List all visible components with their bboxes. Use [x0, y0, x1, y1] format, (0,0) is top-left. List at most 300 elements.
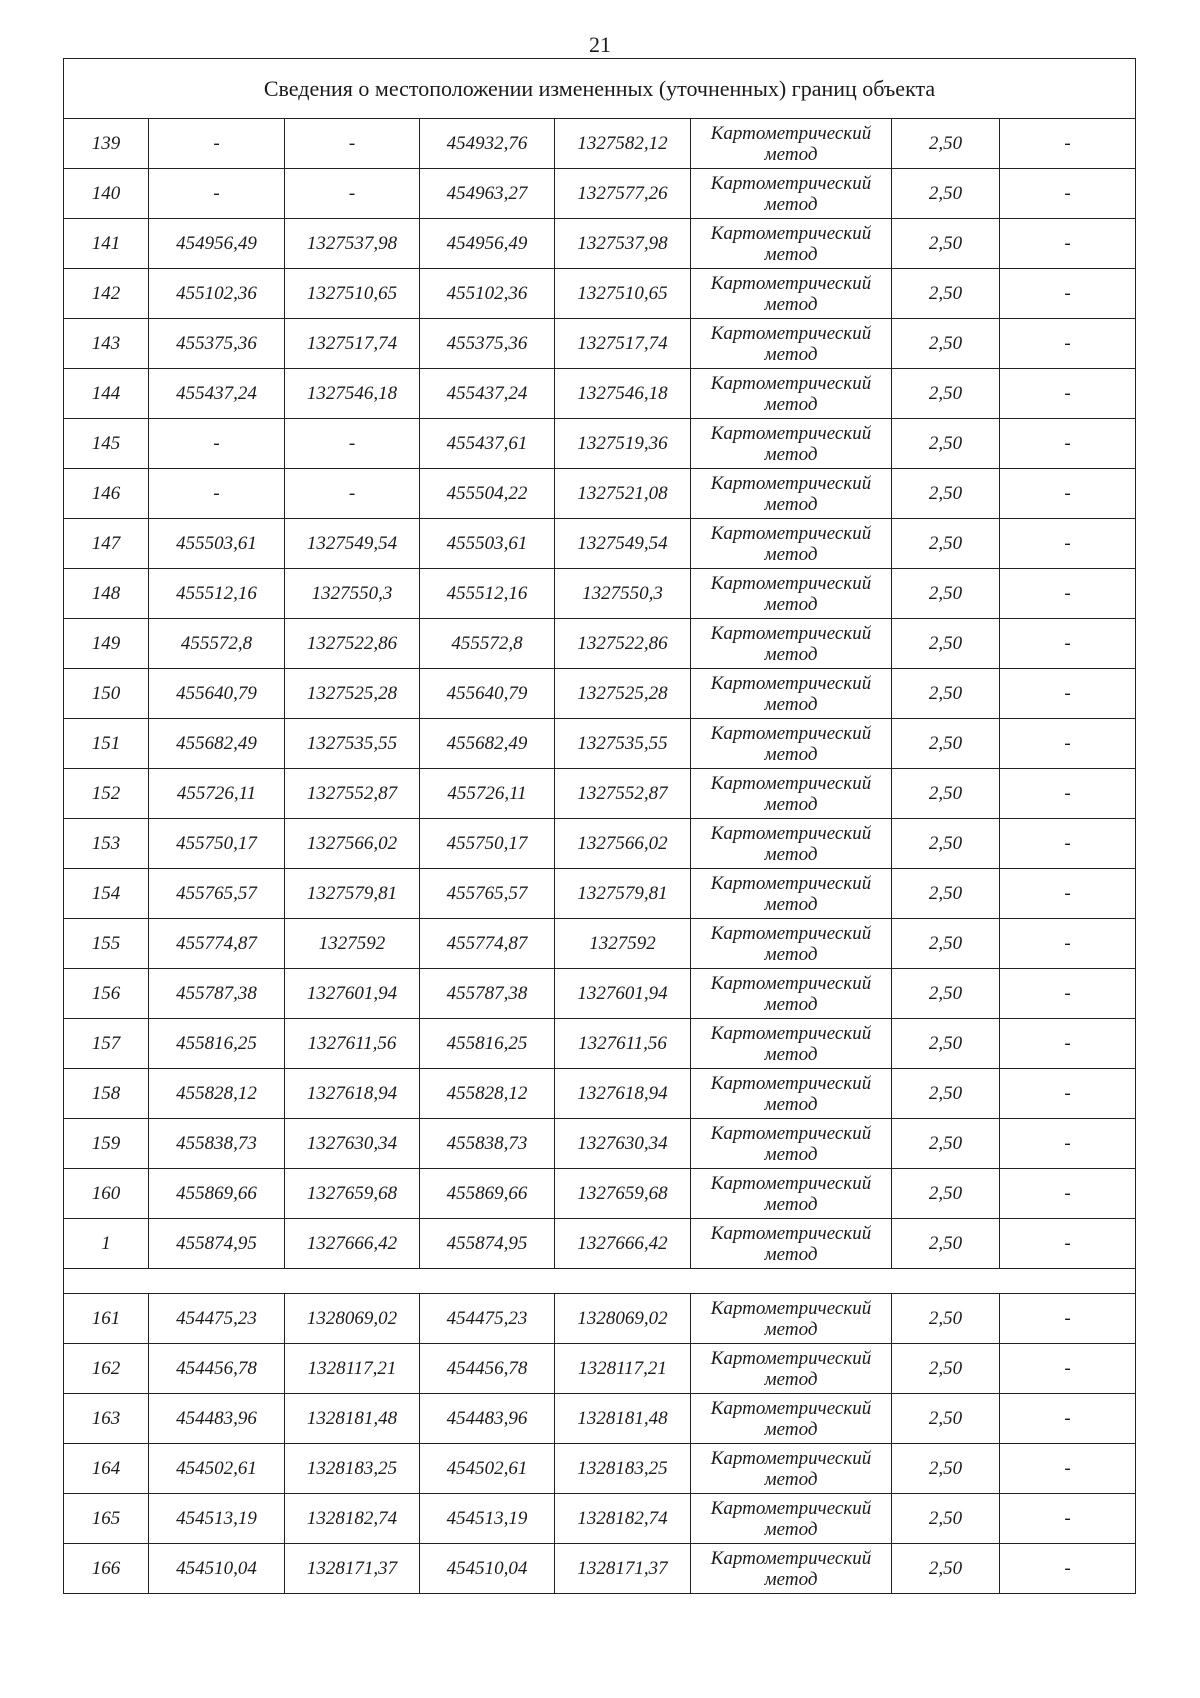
method-line-2: метод — [764, 293, 818, 315]
new-y-cell: 1328069,02 — [555, 1294, 691, 1344]
method-line-2: метод — [764, 743, 818, 765]
description-cell: - — [1000, 169, 1136, 219]
accuracy-cell: 2,50 — [892, 569, 1000, 619]
new-y-cell: 1327549,54 — [555, 519, 691, 569]
existing-y-cell: 1327546,18 — [285, 369, 420, 419]
existing-x-cell: 454483,96 — [149, 1394, 285, 1444]
method-line-2: метод — [764, 693, 818, 715]
method-line-2: метод — [764, 1518, 818, 1540]
new-x-cell: 455726,11 — [420, 769, 555, 819]
new-y-cell: 1327601,94 — [555, 969, 691, 1019]
method-line-2: метод — [764, 393, 818, 415]
table-row — [64, 769, 1136, 819]
method-line-2: метод — [764, 443, 818, 465]
method-line-2: метод — [764, 993, 818, 1015]
method-cell — [691, 419, 892, 469]
accuracy-cell: 2,50 — [892, 419, 1000, 469]
accuracy-cell: 2,50 — [892, 169, 1000, 219]
method-line-2: метод — [764, 243, 818, 265]
table-title: Сведения о местоположении измененных (уточненных) границ объекта — [64, 59, 1136, 119]
method-line-1: Картометрический — [710, 972, 872, 994]
new-x-cell: 455572,8 — [420, 619, 555, 669]
method-cell — [691, 1119, 892, 1169]
accuracy-cell: 2,50 — [892, 1069, 1000, 1119]
table-row — [64, 719, 1136, 769]
method-cell — [691, 169, 892, 219]
method-line-1: Картометрический — [710, 572, 872, 594]
method-cell — [691, 319, 892, 369]
new-y-cell: 1327577,26 — [555, 169, 691, 219]
description-cell: - — [1000, 1019, 1136, 1069]
existing-x-cell: 455869,66 — [149, 1169, 285, 1219]
table-row — [64, 1119, 1136, 1169]
point-number-cell: 157 — [64, 1019, 149, 1069]
point-number-cell: 151 — [64, 719, 149, 769]
existing-x-cell: - — [149, 419, 285, 469]
new-x-cell: 455437,24 — [420, 369, 555, 419]
point-number-cell: 146 — [64, 469, 149, 519]
method-line-1: Картометрический — [710, 1547, 872, 1569]
page-number: 21 — [589, 32, 611, 57]
table-row — [64, 269, 1136, 319]
table-row — [64, 1494, 1136, 1544]
existing-y-cell: - — [285, 469, 420, 519]
accuracy-cell: 2,50 — [892, 1019, 1000, 1069]
method-line-1: Картометрический — [710, 1397, 872, 1419]
method-line-1: Картометрический — [710, 422, 872, 444]
table-row — [64, 1019, 1136, 1069]
accuracy-cell: 2,50 — [892, 919, 1000, 969]
table-row — [64, 1544, 1136, 1594]
existing-y-cell: 1327537,98 — [285, 219, 420, 269]
description-cell: - — [1000, 1394, 1136, 1444]
table-row — [64, 1394, 1136, 1444]
method-line-1: Картометрический — [710, 622, 872, 644]
table-row — [64, 519, 1136, 569]
existing-y-cell: 1327535,55 — [285, 719, 420, 769]
point-number-cell: 142 — [64, 269, 149, 319]
new-y-cell: 1327592 — [555, 919, 691, 969]
new-x-cell: 455816,25 — [420, 1019, 555, 1069]
point-number-cell: 150 — [64, 669, 149, 719]
existing-y-cell: 1327550,3 — [285, 569, 420, 619]
description-cell: - — [1000, 469, 1136, 519]
accuracy-cell: 2,50 — [892, 869, 1000, 919]
accuracy-cell: 2,50 — [892, 769, 1000, 819]
new-x-cell: 454456,78 — [420, 1344, 555, 1394]
description-cell: - — [1000, 419, 1136, 469]
accuracy-cell: 2,50 — [892, 969, 1000, 1019]
new-x-cell: 454510,04 — [420, 1544, 555, 1594]
method-line-1: Картометрический — [710, 1122, 872, 1144]
new-y-cell: 1327537,98 — [555, 219, 691, 269]
new-x-cell: 454956,49 — [420, 219, 555, 269]
description-cell: - — [1000, 1444, 1136, 1494]
existing-y-cell: 1327510,65 — [285, 269, 420, 319]
accuracy-cell: 2,50 — [892, 1219, 1000, 1269]
description-cell: - — [1000, 319, 1136, 369]
method-line-2: метод — [764, 1418, 818, 1440]
method-line-2: метод — [764, 643, 818, 665]
existing-x-cell: 455816,25 — [149, 1019, 285, 1069]
point-number-cell: 152 — [64, 769, 149, 819]
table-row — [64, 869, 1136, 919]
new-y-cell: 1327550,3 — [555, 569, 691, 619]
existing-x-cell: - — [149, 119, 285, 169]
existing-y-cell: 1327517,74 — [285, 319, 420, 369]
point-number-cell: 144 — [64, 369, 149, 419]
existing-y-cell: 1328171,37 — [285, 1544, 420, 1594]
new-x-cell: 455874,95 — [420, 1219, 555, 1269]
method-cell — [691, 1494, 892, 1544]
description-cell: - — [1000, 519, 1136, 569]
new-y-cell: 1328181,48 — [555, 1394, 691, 1444]
group-separator-cell — [64, 1269, 1136, 1294]
existing-y-cell: 1327522,86 — [285, 619, 420, 669]
method-line-2: метод — [764, 1318, 818, 1340]
method-cell — [691, 1169, 892, 1219]
point-number-cell: 156 — [64, 969, 149, 1019]
table-row — [64, 1069, 1136, 1119]
description-cell: - — [1000, 819, 1136, 869]
method-line-1: Картометрический — [710, 1022, 872, 1044]
new-x-cell: 455503,61 — [420, 519, 555, 569]
method-line-2: метод — [764, 1193, 818, 1215]
existing-y-cell: 1327659,68 — [285, 1169, 420, 1219]
method-cell — [691, 819, 892, 869]
method-line-1: Картометрический — [710, 672, 872, 694]
table-row — [64, 319, 1136, 369]
point-number-cell: 148 — [64, 569, 149, 619]
description-cell: - — [1000, 219, 1136, 269]
method-line-1: Картометрический — [710, 222, 872, 244]
accuracy-cell: 2,50 — [892, 1444, 1000, 1494]
point-number-cell: 158 — [64, 1069, 149, 1119]
existing-x-cell: 455874,95 — [149, 1219, 285, 1269]
table-row — [64, 469, 1136, 519]
new-x-cell: 455640,79 — [420, 669, 555, 719]
method-line-1: Картометрический — [710, 722, 872, 744]
table-row — [64, 619, 1136, 669]
table-row — [64, 669, 1136, 719]
existing-y-cell: 1328183,25 — [285, 1444, 420, 1494]
existing-x-cell: 455765,57 — [149, 869, 285, 919]
new-y-cell: 1327659,68 — [555, 1169, 691, 1219]
accuracy-cell: 2,50 — [892, 1494, 1000, 1544]
method-line-1: Картометрический — [710, 1072, 872, 1094]
table-row — [64, 169, 1136, 219]
accuracy-cell: 2,50 — [892, 1119, 1000, 1169]
point-number-cell: 1 — [64, 1219, 149, 1269]
description-cell: - — [1000, 719, 1136, 769]
point-number-cell: 162 — [64, 1344, 149, 1394]
point-number-cell: 161 — [64, 1294, 149, 1344]
method-line-2: метод — [764, 793, 818, 815]
existing-x-cell: 455375,36 — [149, 319, 285, 369]
accuracy-cell: 2,50 — [892, 669, 1000, 719]
description-cell: - — [1000, 969, 1136, 1019]
new-x-cell: 455765,57 — [420, 869, 555, 919]
accuracy-cell: 2,50 — [892, 119, 1000, 169]
method-cell — [691, 669, 892, 719]
existing-x-cell: 454456,78 — [149, 1344, 285, 1394]
method-cell — [691, 1294, 892, 1344]
table-row — [64, 1219, 1136, 1269]
point-number-cell: 166 — [64, 1544, 149, 1594]
method-line-1: Картометрический — [710, 122, 872, 144]
accuracy-cell: 2,50 — [892, 269, 1000, 319]
new-x-cell: 454932,76 — [420, 119, 555, 169]
new-y-cell: 1327630,34 — [555, 1119, 691, 1169]
accuracy-cell: 2,50 — [892, 1294, 1000, 1344]
method-cell — [691, 919, 892, 969]
point-number-cell: 141 — [64, 219, 149, 269]
existing-x-cell: 455503,61 — [149, 519, 285, 569]
new-y-cell: 1327611,56 — [555, 1019, 691, 1069]
existing-x-cell: 454502,61 — [149, 1444, 285, 1494]
method-cell — [691, 1219, 892, 1269]
point-number-cell: 163 — [64, 1394, 149, 1444]
new-x-cell: 454963,27 — [420, 169, 555, 219]
method-line-2: метод — [764, 593, 818, 615]
existing-x-cell: 454475,23 — [149, 1294, 285, 1344]
new-y-cell: 1327546,18 — [555, 369, 691, 419]
existing-y-cell: - — [285, 169, 420, 219]
method-cell — [691, 1444, 892, 1494]
existing-y-cell: 1328069,02 — [285, 1294, 420, 1344]
new-y-cell: 1327522,86 — [555, 619, 691, 669]
new-x-cell: 455838,73 — [420, 1119, 555, 1169]
new-y-cell: 1328182,74 — [555, 1494, 691, 1544]
description-cell: - — [1000, 369, 1136, 419]
existing-x-cell: 454513,19 — [149, 1494, 285, 1544]
existing-x-cell: 455774,87 — [149, 919, 285, 969]
accuracy-cell: 2,50 — [892, 819, 1000, 869]
method-line-2: метод — [764, 1468, 818, 1490]
new-x-cell: 455774,87 — [420, 919, 555, 969]
new-y-cell: 1327510,65 — [555, 269, 691, 319]
method-cell — [691, 1394, 892, 1444]
existing-x-cell: 455838,73 — [149, 1119, 285, 1169]
accuracy-cell: 2,50 — [892, 619, 1000, 669]
point-number-cell: 160 — [64, 1169, 149, 1219]
method-line-2: метод — [764, 893, 818, 915]
point-number-cell: 153 — [64, 819, 149, 869]
existing-y-cell: 1327611,56 — [285, 1019, 420, 1069]
existing-x-cell: 455437,24 — [149, 369, 285, 419]
existing-y-cell: 1327618,94 — [285, 1069, 420, 1119]
method-cell — [691, 1544, 892, 1594]
method-line-1: Картометрический — [710, 1222, 872, 1244]
existing-x-cell: 455682,49 — [149, 719, 285, 769]
point-number-cell: 164 — [64, 1444, 149, 1494]
table-row — [64, 219, 1136, 269]
new-y-cell: 1327525,28 — [555, 669, 691, 719]
new-y-cell: 1327519,36 — [555, 419, 691, 469]
table-row — [64, 419, 1136, 469]
existing-y-cell: 1328117,21 — [285, 1344, 420, 1394]
new-x-cell: 455787,38 — [420, 969, 555, 1019]
new-x-cell: 455504,22 — [420, 469, 555, 519]
description-cell: - — [1000, 269, 1136, 319]
method-cell — [691, 369, 892, 419]
new-x-cell: 455828,12 — [420, 1069, 555, 1119]
existing-y-cell: 1327566,02 — [285, 819, 420, 869]
group-separator-row — [64, 1269, 1136, 1294]
existing-y-cell: 1327525,28 — [285, 669, 420, 719]
method-cell — [691, 969, 892, 1019]
method-line-1: Картометрический — [710, 172, 872, 194]
new-x-cell: 454502,61 — [420, 1444, 555, 1494]
method-line-2: метод — [764, 943, 818, 965]
new-y-cell: 1328171,37 — [555, 1544, 691, 1594]
description-cell: - — [1000, 1119, 1136, 1169]
existing-x-cell: 454956,49 — [149, 219, 285, 269]
method-line-1: Картометрический — [710, 1347, 872, 1369]
table-body — [64, 59, 1136, 1594]
method-cell — [691, 769, 892, 819]
point-number-cell: 149 — [64, 619, 149, 669]
existing-y-cell: 1327579,81 — [285, 869, 420, 919]
method-cell — [691, 269, 892, 319]
new-y-cell: 1327666,42 — [555, 1219, 691, 1269]
new-y-cell: 1327582,12 — [555, 119, 691, 169]
existing-y-cell: 1327630,34 — [285, 1119, 420, 1169]
table-row — [64, 1294, 1136, 1344]
method-line-2: метод — [764, 1093, 818, 1115]
existing-y-cell: 1328181,48 — [285, 1394, 420, 1444]
point-number-cell: 159 — [64, 1119, 149, 1169]
method-line-1: Картометрический — [710, 372, 872, 394]
description-cell: - — [1000, 769, 1136, 819]
accuracy-cell: 2,50 — [892, 519, 1000, 569]
accuracy-cell: 2,50 — [892, 1169, 1000, 1219]
method-line-2: метод — [764, 1568, 818, 1590]
table-row — [64, 569, 1136, 619]
point-number-cell: 140 — [64, 169, 149, 219]
description-cell: - — [1000, 1544, 1136, 1594]
new-y-cell: 1327552,87 — [555, 769, 691, 819]
new-x-cell: 455437,61 — [420, 419, 555, 469]
table-row — [64, 1344, 1136, 1394]
existing-x-cell: - — [149, 469, 285, 519]
new-x-cell: 455512,16 — [420, 569, 555, 619]
accuracy-cell: 2,50 — [892, 469, 1000, 519]
existing-x-cell: - — [149, 169, 285, 219]
description-cell: - — [1000, 119, 1136, 169]
accuracy-cell: 2,50 — [892, 1544, 1000, 1594]
method-line-2: метод — [764, 343, 818, 365]
method-line-1: Картометрический — [710, 922, 872, 944]
existing-x-cell: 455828,12 — [149, 1069, 285, 1119]
table-row — [64, 119, 1136, 169]
table-row — [64, 969, 1136, 1019]
table-title-row — [64, 59, 1136, 119]
existing-y-cell: - — [285, 119, 420, 169]
method-line-2: метод — [764, 843, 818, 865]
new-y-cell: 1327579,81 — [555, 869, 691, 919]
method-line-1: Картометрический — [710, 1172, 872, 1194]
method-line-2: метод — [764, 1043, 818, 1065]
table-row — [64, 919, 1136, 969]
existing-y-cell: 1327552,87 — [285, 769, 420, 819]
new-x-cell: 455750,17 — [420, 819, 555, 869]
existing-x-cell: 455572,8 — [149, 619, 285, 669]
method-line-2: метод — [764, 1368, 818, 1390]
table-row — [64, 1169, 1136, 1219]
table-row — [64, 1444, 1136, 1494]
method-line-1: Картометрический — [710, 822, 872, 844]
method-cell — [691, 619, 892, 669]
point-number-cell: 147 — [64, 519, 149, 569]
method-line-1: Картометрический — [710, 272, 872, 294]
accuracy-cell: 2,50 — [892, 319, 1000, 369]
new-x-cell: 454513,19 — [420, 1494, 555, 1544]
description-cell: - — [1000, 919, 1136, 969]
new-y-cell: 1327535,55 — [555, 719, 691, 769]
description-cell: - — [1000, 1344, 1136, 1394]
new-y-cell: 1327618,94 — [555, 1069, 691, 1119]
description-cell: - — [1000, 1169, 1136, 1219]
existing-y-cell: 1328182,74 — [285, 1494, 420, 1544]
point-number-cell: 165 — [64, 1494, 149, 1544]
existing-x-cell: 455640,79 — [149, 669, 285, 719]
method-line-1: Картометрический — [710, 522, 872, 544]
existing-y-cell: 1327666,42 — [285, 1219, 420, 1269]
existing-x-cell: 455102,36 — [149, 269, 285, 319]
new-x-cell: 454483,96 — [420, 1394, 555, 1444]
new-x-cell: 455375,36 — [420, 319, 555, 369]
existing-y-cell: 1327601,94 — [285, 969, 420, 1019]
description-cell: - — [1000, 1219, 1136, 1269]
existing-x-cell: 455512,16 — [149, 569, 285, 619]
description-cell: - — [1000, 1069, 1136, 1119]
description-cell: - — [1000, 1294, 1136, 1344]
accuracy-cell: 2,50 — [892, 1394, 1000, 1444]
table-row — [64, 819, 1136, 869]
new-x-cell: 454475,23 — [420, 1294, 555, 1344]
method-line-1: Картометрический — [710, 772, 872, 794]
method-cell — [691, 569, 892, 619]
existing-y-cell: - — [285, 419, 420, 469]
accuracy-cell: 2,50 — [892, 719, 1000, 769]
description-cell: - — [1000, 619, 1136, 669]
new-y-cell: 1327566,02 — [555, 819, 691, 869]
new-x-cell: 455682,49 — [420, 719, 555, 769]
method-line-1: Картометрический — [710, 1447, 872, 1469]
existing-y-cell: 1327549,54 — [285, 519, 420, 569]
method-line-2: метод — [764, 543, 818, 565]
existing-x-cell: 455726,11 — [149, 769, 285, 819]
method-line-2: метод — [764, 193, 818, 215]
method-cell — [691, 1344, 892, 1394]
description-cell: - — [1000, 869, 1136, 919]
method-line-1: Картометрический — [710, 472, 872, 494]
method-cell — [691, 1019, 892, 1069]
method-cell — [691, 219, 892, 269]
method-line-1: Картометрический — [710, 1497, 872, 1519]
method-cell — [691, 119, 892, 169]
accuracy-cell: 2,50 — [892, 1344, 1000, 1394]
new-x-cell: 455102,36 — [420, 269, 555, 319]
existing-x-cell: 455750,17 — [149, 819, 285, 869]
new-y-cell: 1328117,21 — [555, 1344, 691, 1394]
new-y-cell: 1328183,25 — [555, 1444, 691, 1494]
method-cell — [691, 869, 892, 919]
accuracy-cell: 2,50 — [892, 219, 1000, 269]
new-x-cell: 455869,66 — [420, 1169, 555, 1219]
method-line-2: метод — [764, 1143, 818, 1165]
